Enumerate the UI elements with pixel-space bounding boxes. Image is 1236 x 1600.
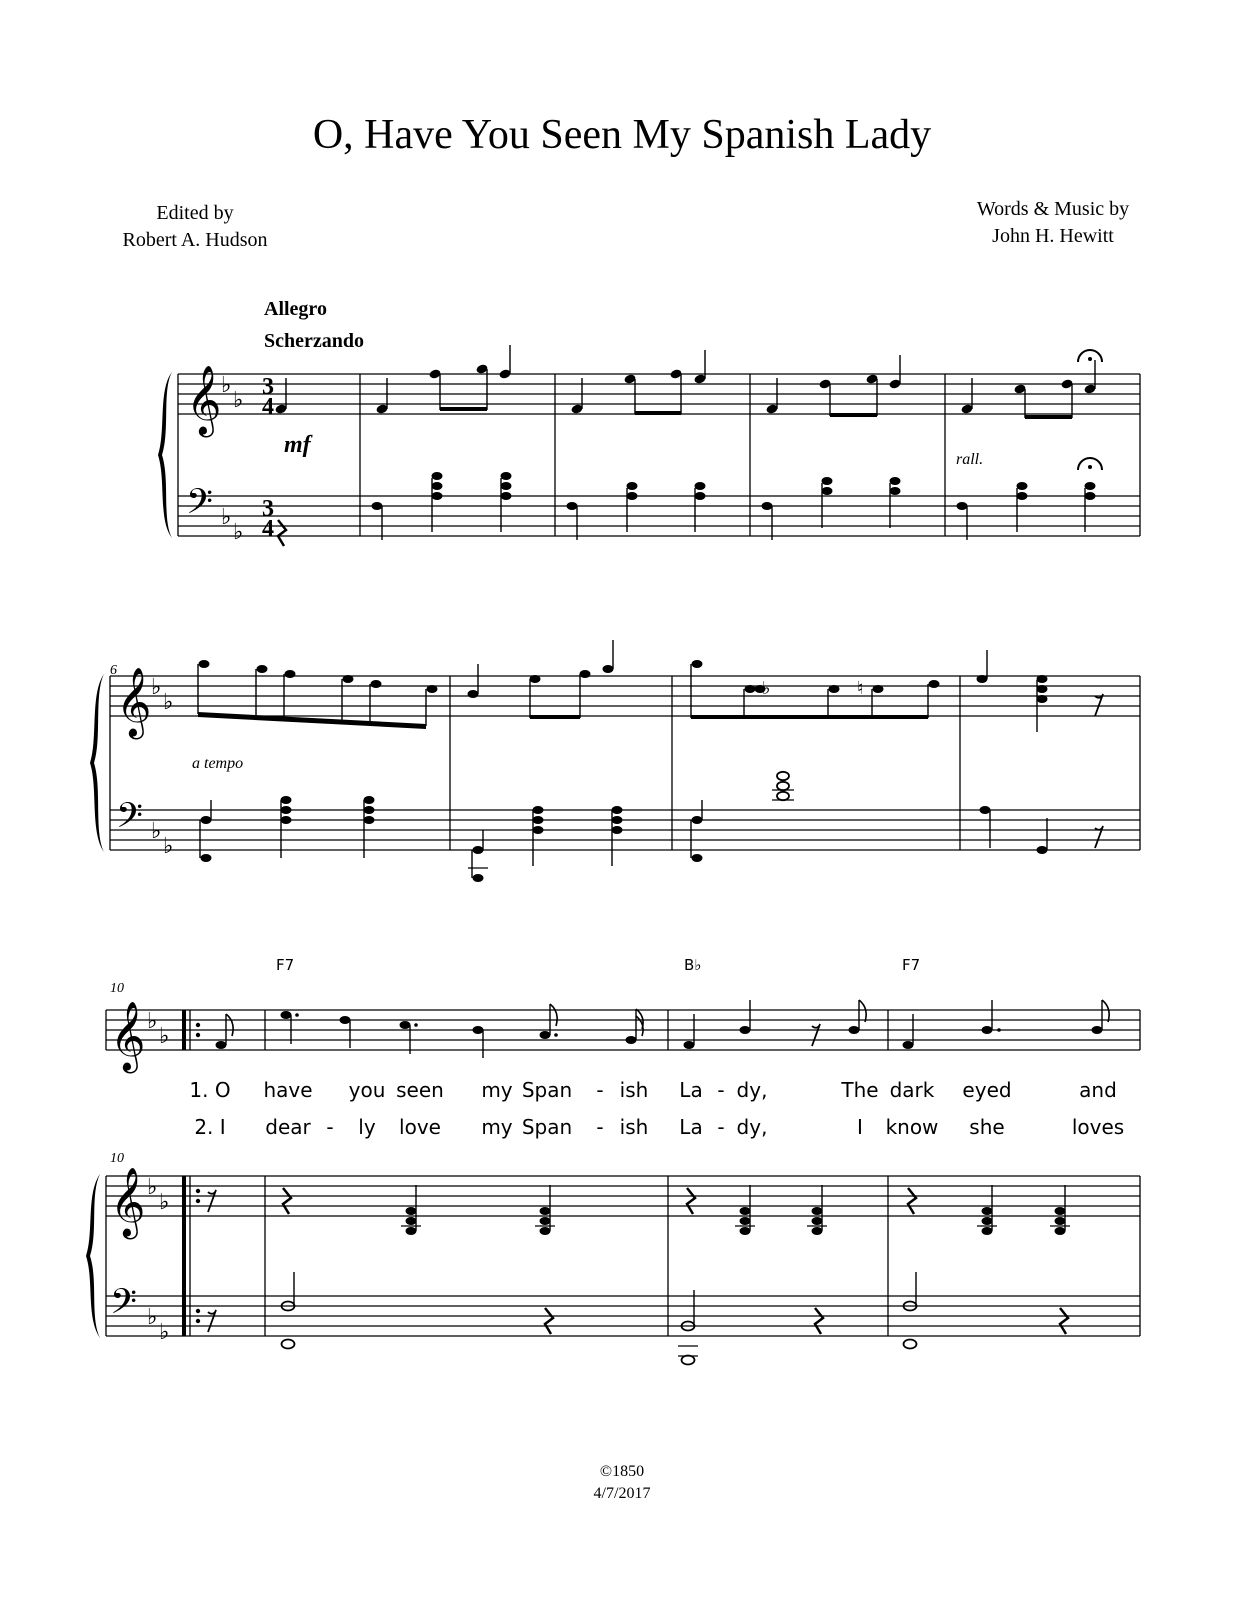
lyric: know [885,1115,939,1139]
system-3 [86,956,1140,1365]
quarter-rest-icon [908,1188,916,1214]
key-signature-flat: ♭ [151,818,162,843]
lyric: - [596,1078,604,1102]
edition-date: 4/7/2017 [593,1485,651,1502]
key-signature-flat: ♭ [233,387,244,412]
key-signature-flat: ♭ [159,1319,170,1344]
chord-symbol: F7 [276,956,295,974]
svg-text:♭: ♭ [762,678,771,698]
treble-notes-system-1 [274,345,1102,419]
editor-name: Robert A. Hudson [122,229,268,251]
lyric: I [857,1115,863,1139]
tempo-character: Scherzando [264,330,364,352]
lyric: La [679,1115,703,1139]
repeat-barline [182,1010,186,1050]
time-signature-bottom: 4 [262,516,274,542]
key-signature-flat: ♭ [233,519,244,544]
lyric: La [679,1078,703,1102]
bass-clef: 𝄢 [186,484,214,530]
key-signature-flat: ♭ [147,1008,158,1033]
piano-treble-notes [208,1185,1070,1235]
lyric: dark [889,1078,935,1102]
lyric: ish [619,1115,649,1139]
composer-label: Words & Music by [976,198,1130,220]
lyric: you [348,1078,386,1102]
grand-staff-brace [90,674,104,852]
composer-name: John H. Hewitt [992,225,1114,247]
tempo-marking: Allegro [264,298,327,320]
treble-clef: 𝄞 [110,1169,146,1235]
bass-notes-system-2 [200,772,1103,882]
lyric: The [841,1078,879,1102]
bass-notes-system-1 [278,458,1102,546]
chord-symbol: B♭ [684,956,702,974]
key-signature-flat: ♭ [221,372,232,397]
vocal-notes [216,1000,1110,1058]
key-signature-flat: ♭ [163,833,174,858]
lyrics-verse-2 [194,1115,1124,1139]
chord-symbol: F7 [902,956,921,974]
quarter-rest-icon [815,1308,823,1334]
copyright-year: ©1850 [599,1463,645,1480]
measure-number: 10 [110,981,124,996]
time-signature-bottom: 4 [262,394,274,420]
key-signature-flat: ♭ [159,1189,170,1214]
piano-bass-staff [106,1296,1140,1336]
eighth-rest-icon [1095,694,1103,716]
system-2 [90,640,1140,882]
treble-clef: 𝄞 [116,669,152,735]
lyrics-verse-1 [189,1078,1116,1102]
measure-number: 10 [110,1151,124,1166]
eighth-rest-icon [208,1310,216,1332]
piano-bass-notes [208,1272,1068,1365]
key-signature-flat: ♭ [159,1023,170,1048]
lyric: my [481,1115,513,1139]
lyric: my [481,1078,513,1102]
lyric: dy, [736,1115,768,1139]
lyric: - [717,1115,725,1139]
lyric: - [326,1115,334,1139]
lyric: ly [358,1115,376,1139]
quarter-rest-icon [1060,1308,1068,1334]
bass-staff [178,496,1140,536]
key-signature-flat: ♭ [147,1174,158,1199]
eighth-rest-icon [208,1190,216,1212]
eighth-rest-icon [1095,826,1103,848]
lyric: seen [396,1078,444,1102]
editor-label: Edited by [156,202,234,224]
song-title: O, Have You Seen My Spanish Lady [312,112,932,158]
treble-clef: 𝄞 [186,367,222,433]
lyric: she [969,1115,1005,1139]
quarter-rest-icon [687,1188,695,1214]
lyric: loves [1071,1115,1125,1139]
quarter-rest-icon [278,520,286,546]
key-signature-flat: ♭ [163,689,174,714]
grand-staff-brace [86,1174,100,1338]
lyric: have [263,1078,313,1102]
lyric: ish [619,1078,649,1102]
key-signature-flat: ♭ [151,674,162,699]
a-tempo-marking: a tempo [192,755,244,772]
lyric: love [399,1115,441,1139]
measure-number: 6 [110,663,117,678]
lyric: dear [265,1115,311,1139]
lyric: Span [521,1078,573,1102]
dynamic-mf: mf [284,432,311,458]
key-signature-flat: ♭ [147,1304,158,1329]
lyric: eyed [962,1078,1012,1102]
lyric: Span [521,1115,573,1139]
treble-staff [178,374,1140,414]
lyric: 2. I [194,1115,226,1139]
time-signature-top: 3 [262,496,274,522]
lyric: - [717,1078,725,1102]
lyric: dy, [736,1078,768,1102]
bass-clef: 𝄢 [110,1284,138,1330]
grand-staff-brace [158,372,172,538]
lyric: and [1079,1078,1117,1102]
quarter-rest-icon [545,1308,553,1334]
treble-clef: 𝄞 [110,1003,146,1069]
bass-staff [110,810,1140,850]
eighth-rest-icon [812,1024,820,1046]
lyric: 1. O [189,1078,231,1102]
lyric: - [596,1115,604,1139]
svg-text:♮: ♮ [857,678,864,698]
key-signature-flat: ♭ [221,504,232,529]
quarter-rest-icon [283,1188,291,1214]
system-1 [158,345,1140,546]
rall-marking: rall. [956,451,984,468]
bass-clef: 𝄢 [116,798,144,844]
time-signature-top: 3 [262,374,274,400]
repeat-barline [182,1176,186,1336]
